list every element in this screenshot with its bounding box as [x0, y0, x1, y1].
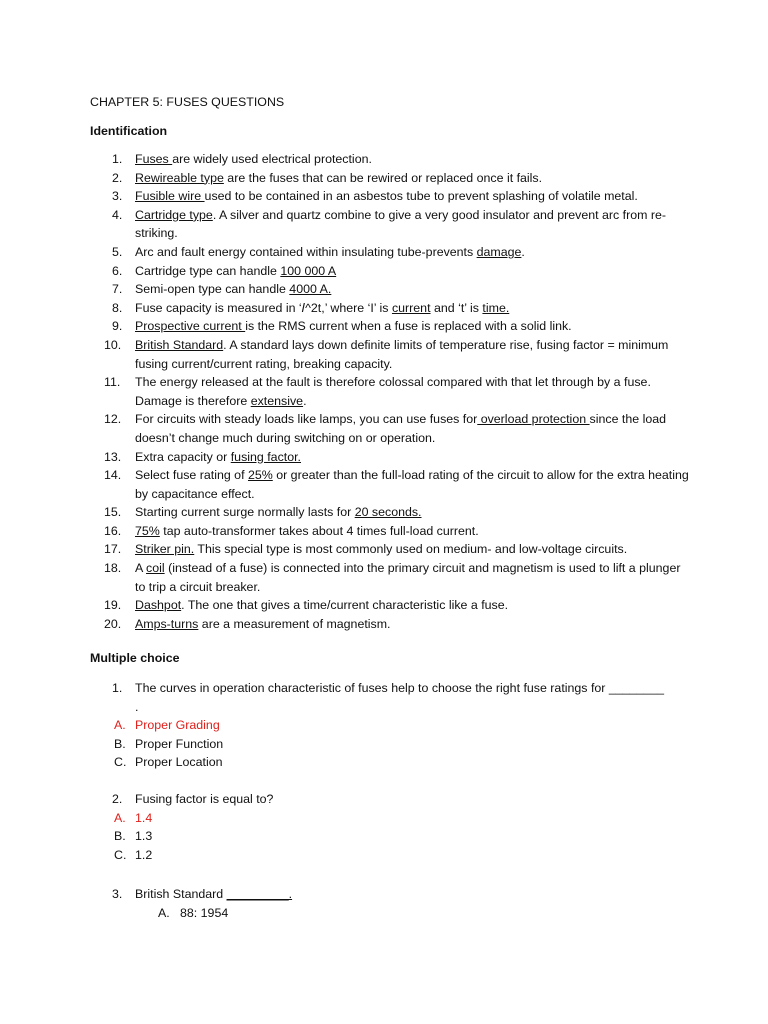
item-text: or greater than the full-load rating of the circuit to allow for the extra heating by capacitance effect.: [135, 468, 689, 501]
option-a: A. 1.4: [114, 810, 153, 825]
item-text: (instead of a fuse) is connected into the primary circuit and magnetism is used to lift a plunger to trip a circuit breaker.: [135, 561, 681, 594]
option-b: B. 1.3: [114, 829, 153, 844]
question-text: The curves in operation characteristic of fuses help to choose the right fuse ratings for ________: [135, 681, 664, 695]
answer-text: British Standard: [135, 337, 224, 352]
option-c: C. 1.2: [114, 847, 153, 862]
item-number: 18.: [104, 561, 122, 576]
identification-list: [90, 150, 690, 633]
answer-text: Fusible wire: [135, 189, 205, 204]
item-number: 8.: [112, 300, 123, 315]
item-text: Cartridge type can handle: [135, 263, 281, 278]
item-text: is the RMS current when a fuse is replaced with a solid link.: [245, 319, 572, 334]
item-text: Semi-open type can handle: [135, 282, 290, 297]
item-number: 11.: [104, 375, 121, 390]
item-text: . The one that gives a time/current characteristic like a fuse.: [181, 598, 509, 613]
answer-text: 20 seconds.: [354, 505, 422, 520]
item-text: are a measurement of magnetism.: [198, 616, 391, 631]
list-item: [90, 206, 690, 243]
list-item: [90, 503, 690, 522]
question-2-text: 2. Fusing factor is equal to?: [112, 792, 274, 806]
answer-text: 25%: [247, 468, 273, 483]
item-text: For circuits with steady loads like lamps, you can use fuses for: [135, 412, 478, 427]
item-text: are the fuses that can be rewired or replaced once it fails.: [223, 170, 543, 185]
answer-text: Striker pin.: [135, 542, 195, 557]
item-text: The energy released at the fault is therefore colossal compared with that let through by a fuse. Damage is therefore: [135, 375, 651, 408]
answer-text: coil: [146, 561, 165, 576]
list-item: [90, 540, 690, 559]
item-text: used to be contained in an asbestos tube to prevent splashing of volatile metal.: [204, 189, 638, 204]
item-number: 2.: [112, 170, 123, 185]
item-number: 7.: [112, 282, 123, 297]
page-title: CHAPTER 5: FUSES QUESTIONS: [90, 95, 285, 109]
multiple-choice-heading: Multiple choice: [90, 651, 180, 665]
list-item: [90, 596, 690, 615]
item-number: 10.: [104, 337, 122, 352]
answer-text: Rewireable type: [135, 170, 224, 185]
answer-text: Fuses: [135, 152, 173, 166]
item-text: .: [303, 393, 307, 408]
answer-text: Cartridge type: [135, 207, 213, 222]
item-number: 3.: [112, 189, 123, 204]
answer-text: Dashpot: [135, 598, 182, 613]
question-3-text: 3. British Standard _________.: [112, 887, 293, 901]
item-text: . A silver and quartz combine to give a very good insulator and prevent arc from re-striking.: [135, 207, 667, 241]
list-item: [90, 373, 690, 410]
item-text: Extra capacity or: [135, 449, 231, 464]
item-text: A: [135, 561, 147, 576]
question-3: [90, 885, 690, 922]
list-item: [90, 187, 690, 206]
answer-text: current: [391, 300, 431, 315]
list-item: [90, 336, 690, 373]
item-text: .: [521, 244, 525, 259]
item-number: 14.: [104, 468, 122, 483]
list-item: [90, 466, 690, 503]
item-text: tap auto-transformer takes about 4 times full-load current.: [159, 523, 479, 538]
answer-text: overload protection: [477, 412, 590, 427]
answer-text: Prospective current: [135, 319, 246, 334]
answer-text: extensive: [250, 393, 304, 408]
item-number: 4.: [112, 207, 123, 222]
item-number: 5.: [112, 244, 123, 259]
item-text: Starting current surge normally lasts for: [135, 505, 355, 520]
option-b: B. Proper Function: [114, 736, 224, 751]
list-item: [90, 169, 690, 188]
option-a: A. Proper Grading: [114, 718, 220, 732]
item-number: 12.: [104, 412, 122, 427]
item-text: . A standard lays down definite limits of temperature rise, fusing factor = minimum fusing current/current rating, breaking capacity.: [135, 337, 669, 371]
list-item: [90, 150, 690, 169]
option-c: C. Proper Location: [114, 755, 223, 770]
question-text-cont: .: [135, 699, 139, 714]
item-number: 17.: [104, 542, 122, 557]
question-number: 1.: [112, 681, 123, 695]
item-text: are widely used electrical protection.: [172, 152, 372, 166]
item-number: 20.: [104, 616, 122, 631]
item-text: Fuse capacity is measured in ‘𝐼^2t,’ where ‘I’ is: [135, 300, 392, 315]
question-1-text: [90, 679, 690, 716]
list-item: [90, 559, 690, 596]
list-item: [90, 448, 690, 467]
list-item: [90, 299, 690, 318]
answer-text: fusing factor.: [230, 449, 301, 464]
answer-text: Amps-turns: [135, 616, 199, 631]
item-text: Arc and fault energy contained within insulating tube-prevents: [135, 244, 477, 259]
answer-text: time.: [482, 300, 510, 315]
list-item: [90, 615, 690, 634]
item-number: 19.: [104, 598, 122, 613]
answer-text: 4000 A.: [289, 282, 332, 297]
item-number: 13.: [104, 449, 122, 464]
list-item: [90, 262, 690, 281]
item-number: 9.: [112, 319, 123, 334]
item-text: This special type is most commonly used on medium- and low-voltage circuits.: [194, 542, 628, 557]
list-item: [90, 522, 690, 541]
identification-heading: Identification: [90, 124, 168, 138]
answer-text: 100 000 A: [280, 263, 337, 278]
question-1-options: [90, 716, 690, 772]
list-item: [90, 280, 690, 299]
list-item: [90, 317, 690, 336]
item-text: and ‘t’ is: [430, 300, 483, 315]
item-number: 6.: [112, 263, 123, 278]
question-2: [90, 790, 690, 864]
answer-text: damage: [476, 244, 522, 259]
answer-text: 75%: [135, 523, 160, 538]
list-item: [90, 410, 690, 447]
item-number: 1.: [112, 152, 123, 166]
item-text: Select fuse rating of: [135, 468, 248, 483]
list-item: [90, 243, 690, 262]
option-a: A. 88: 1954: [158, 905, 229, 920]
item-number: 15.: [104, 505, 122, 520]
question-1: [90, 679, 690, 716]
item-text: since the load doesn’t change much during switching on or operation.: [135, 412, 667, 445]
item-number: 16.: [104, 523, 122, 538]
